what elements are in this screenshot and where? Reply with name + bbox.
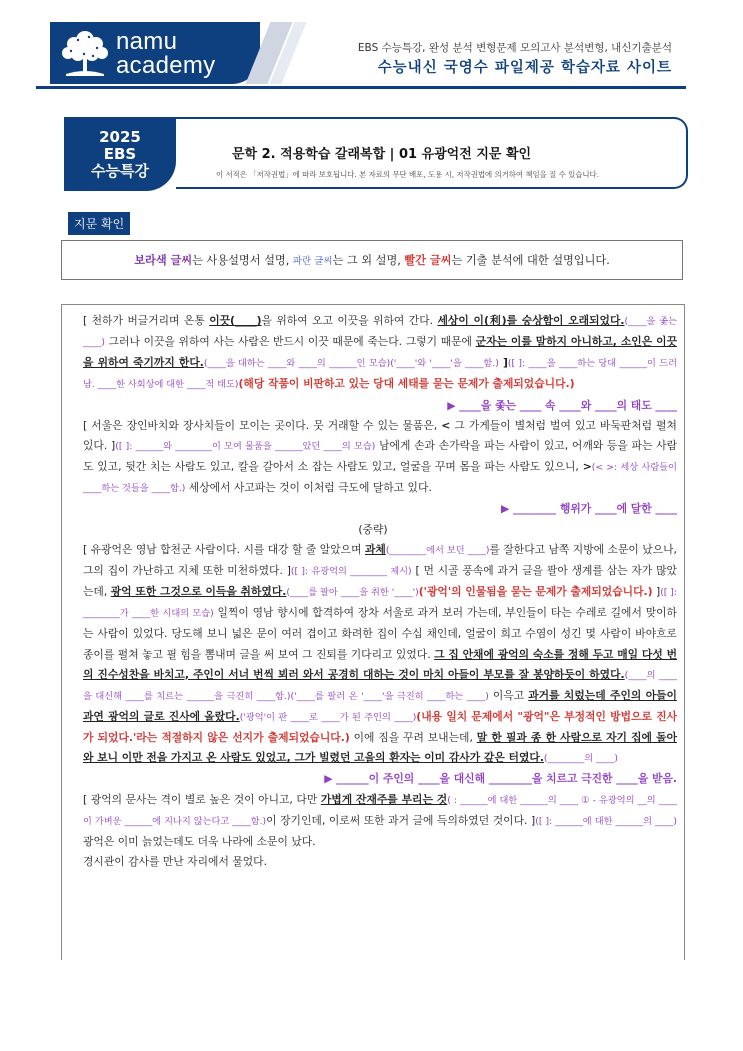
paragraph-2: [ 서울은 장인바치와 장사치들이 모이는 곳이다. 뭇 거래할 수 있는 물품은, < 그 가게들이 별처럼 벌여 있고 바둑판처럼 펼쳐 있다. ]([ ]: ______와 ________이 모여 물품을 ______았던 ____의 모습) 남에게 손과 손가락을 파는 사람이 있고, 어깨와 등을 파는 사람도 있고, 뒷간 치는 사람도 있고, 칼을 갈아서 소 잡는 사람도 있고, 얼굴을 꾸며 몸을 파는 사람도 있으니, >(< >: 세상 사람들이 ____하는 것들을 ____함.) 세상에서 사고파는 것이 이처럼 극도에 달하고 있다. xyxy=(83,418,677,495)
header-divider xyxy=(36,86,686,89)
header-tagline: EBS 수능특강, 완성 분석 변형문제 모의고사 분석변형, 내신기출분석 xyxy=(357,42,672,54)
paragraph-1: [ 천하가 버글거리며 온통 이끗(____)을 위하여 오고 이끗을 위하여 간다. 세상이 이(利)를 숭상함이 오래되었다.(____을 좇는 ____) 그러나 이끗을 위하여 사는 사람은 반드시 이끗 때문에 죽는다. 그렇기 때문에 군자는 이를 말하지 아니하고, 소인은 이끗을 위하여 죽기까지 한다.(____을 대하는 ____와 ____의 ______인 모습)('____'와 '____'을 ____함.) ]([ ]: ____을 ____하는 당대 ______이 드러남. ____한 사회상에 대한 ____적 태도)(해당 작품이 비판하고 있는 당대 세태를 묻는 문제가 출제되었습니다.) xyxy=(83,314,678,391)
title-bar xyxy=(60,117,688,191)
header-banner xyxy=(36,14,686,86)
annotation-2: ▶ ________ 행위가 ____에 달한 ____ xyxy=(500,502,677,516)
paragraph-3: [ 유광억은 영남 합천군 사람이다. 시를 대강 할 줄 알았으며 과체(________에서 보던 ____)를 잘한다고 남쪽 지방에 소문이 났으나, 그의 집이 가난하고 지체 또한 미천하였다. ]([ ]: 유광억의 ________ 제시) [ 먼 시골 풍속에 과거 글을 팔아 생계를 삼는 자가 많았는데, 광억 또한 그것으로 이득을 취하였다.(____를 팔아 ____을 취한 '____')('광억'의 인물됨을 묻는 문제가 출제되었습니다.) ]([ ]: ________가 ____한 시대의 모습) 일찍이 영남 향시에 합격하여 장차 서울로 과거 보러 가는데, 부인들이 타는 수레로 길에서 맞이하는 사람이 있었다. 당도해 보니 넓은 문이 여러 겹이고 화려한 집이 수십 채인데, 얼굴이 희고 수염이 성긴 몇 사람이 바야흐로 종이를 펼쳐 놓고 필 힘을 뽐내며 글을 써 보여 그 진퇴를 기다리고 있었다. 그 집 안채에 광억의 숙소를 정해 두고 매일 다섯 번의 진수성찬을 바치고, 주인이 서너 번씩 뵈러 와서 공경히 대하는 것이 마치 아들이 부모를 잘 봉양하듯이 하였다.(____의 ____을 대신해 ____를 치르는 ______을 극진히 ____함.)('____를 팔러 온 '____'을 극진히 ____하는 ____) 이윽고 과거를 치렀는데 주인의 아들이 과연 광억의 글로 진사에 올랐다.('광억'이 판 ____로 ____가 된 주인의 ____)(내용 일치 문제에서 "광억"은 부정적인 방법으로 진사가 되었다.'라는 적절하지 않은 선지가 출제되었습니다.) 이에 짐을 꾸려 보내는데, 말 한 필과 종 한 사람으로 자기 집에 돌아와 보니 이만 전을 가지고 온 사람도 있었고, 그가 빌렸던 고을의 환자는 이미 감사가 갚은 터였다.(________의 ____) xyxy=(83,542,677,765)
tree-icon xyxy=(56,26,114,80)
section-tag: 지문 확인 xyxy=(68,212,130,235)
passage xyxy=(69,311,677,872)
title-frame xyxy=(176,117,688,189)
copyright-note: 이 서적은 「저작권법」에 따라 보호됩니다. 본 자료의 무단 배포, 도용 시, 저작권법에 의거하여 책임을 질 수 있습니다. xyxy=(216,170,600,179)
annotation-1: ▶ ____을 좇는 ____ 속 ____와 ____의 태도 ____ xyxy=(447,398,677,412)
logo[interactable] xyxy=(50,22,260,84)
legend-blue: 파란 글씨 xyxy=(292,256,333,267)
color-legend xyxy=(61,240,683,280)
logo-text: namu academy xyxy=(116,28,216,79)
annotation-3: ▶ ______이 주인의 ____을 대신해 ________을 치르고 극진한 ____을 받음. xyxy=(324,772,677,786)
legend-purple: 보라색 글씨 xyxy=(134,254,193,267)
paragraph-4: [ 광억의 문사는 격이 별로 높은 것이 아니고, 다만 가볍게 잔재주를 부리는 것( : ______에 대한 ______의 ____ ① - 유광억의 __의 ____이 가벼운 ______에 지나지 않는다고 ____함.)이 장기인데, 이로써 또한 과거 글에 득의하였던 것이다. ]([ ]: ______에 대한 ______의 ____) 광억은 이미 늙었는데도 더욱 나라에 소문이 났다. xyxy=(83,792,677,848)
legend-red: 빨간 글씨 xyxy=(404,254,452,267)
paragraph-5: 경시관이 감사를 만난 자리에서 물었다. xyxy=(83,855,268,869)
omission-mark: (중략) xyxy=(358,522,388,536)
legend-text: 는 그 외 설명, xyxy=(332,254,405,267)
legend-text: 는 사용설명서 설명, xyxy=(192,254,293,267)
ebs-badge: 2025 EBS 수능특강 xyxy=(64,117,176,191)
page-title: 문학 2. 적용학습 갈래복합 | 01 유광억전 지문 확인 xyxy=(232,147,532,162)
legend-text: 는 기출 분석에 대한 설명입니다. xyxy=(451,254,610,267)
site-title: 수능내신 국영수 파일제공 학습자료 사이트 xyxy=(377,60,672,76)
